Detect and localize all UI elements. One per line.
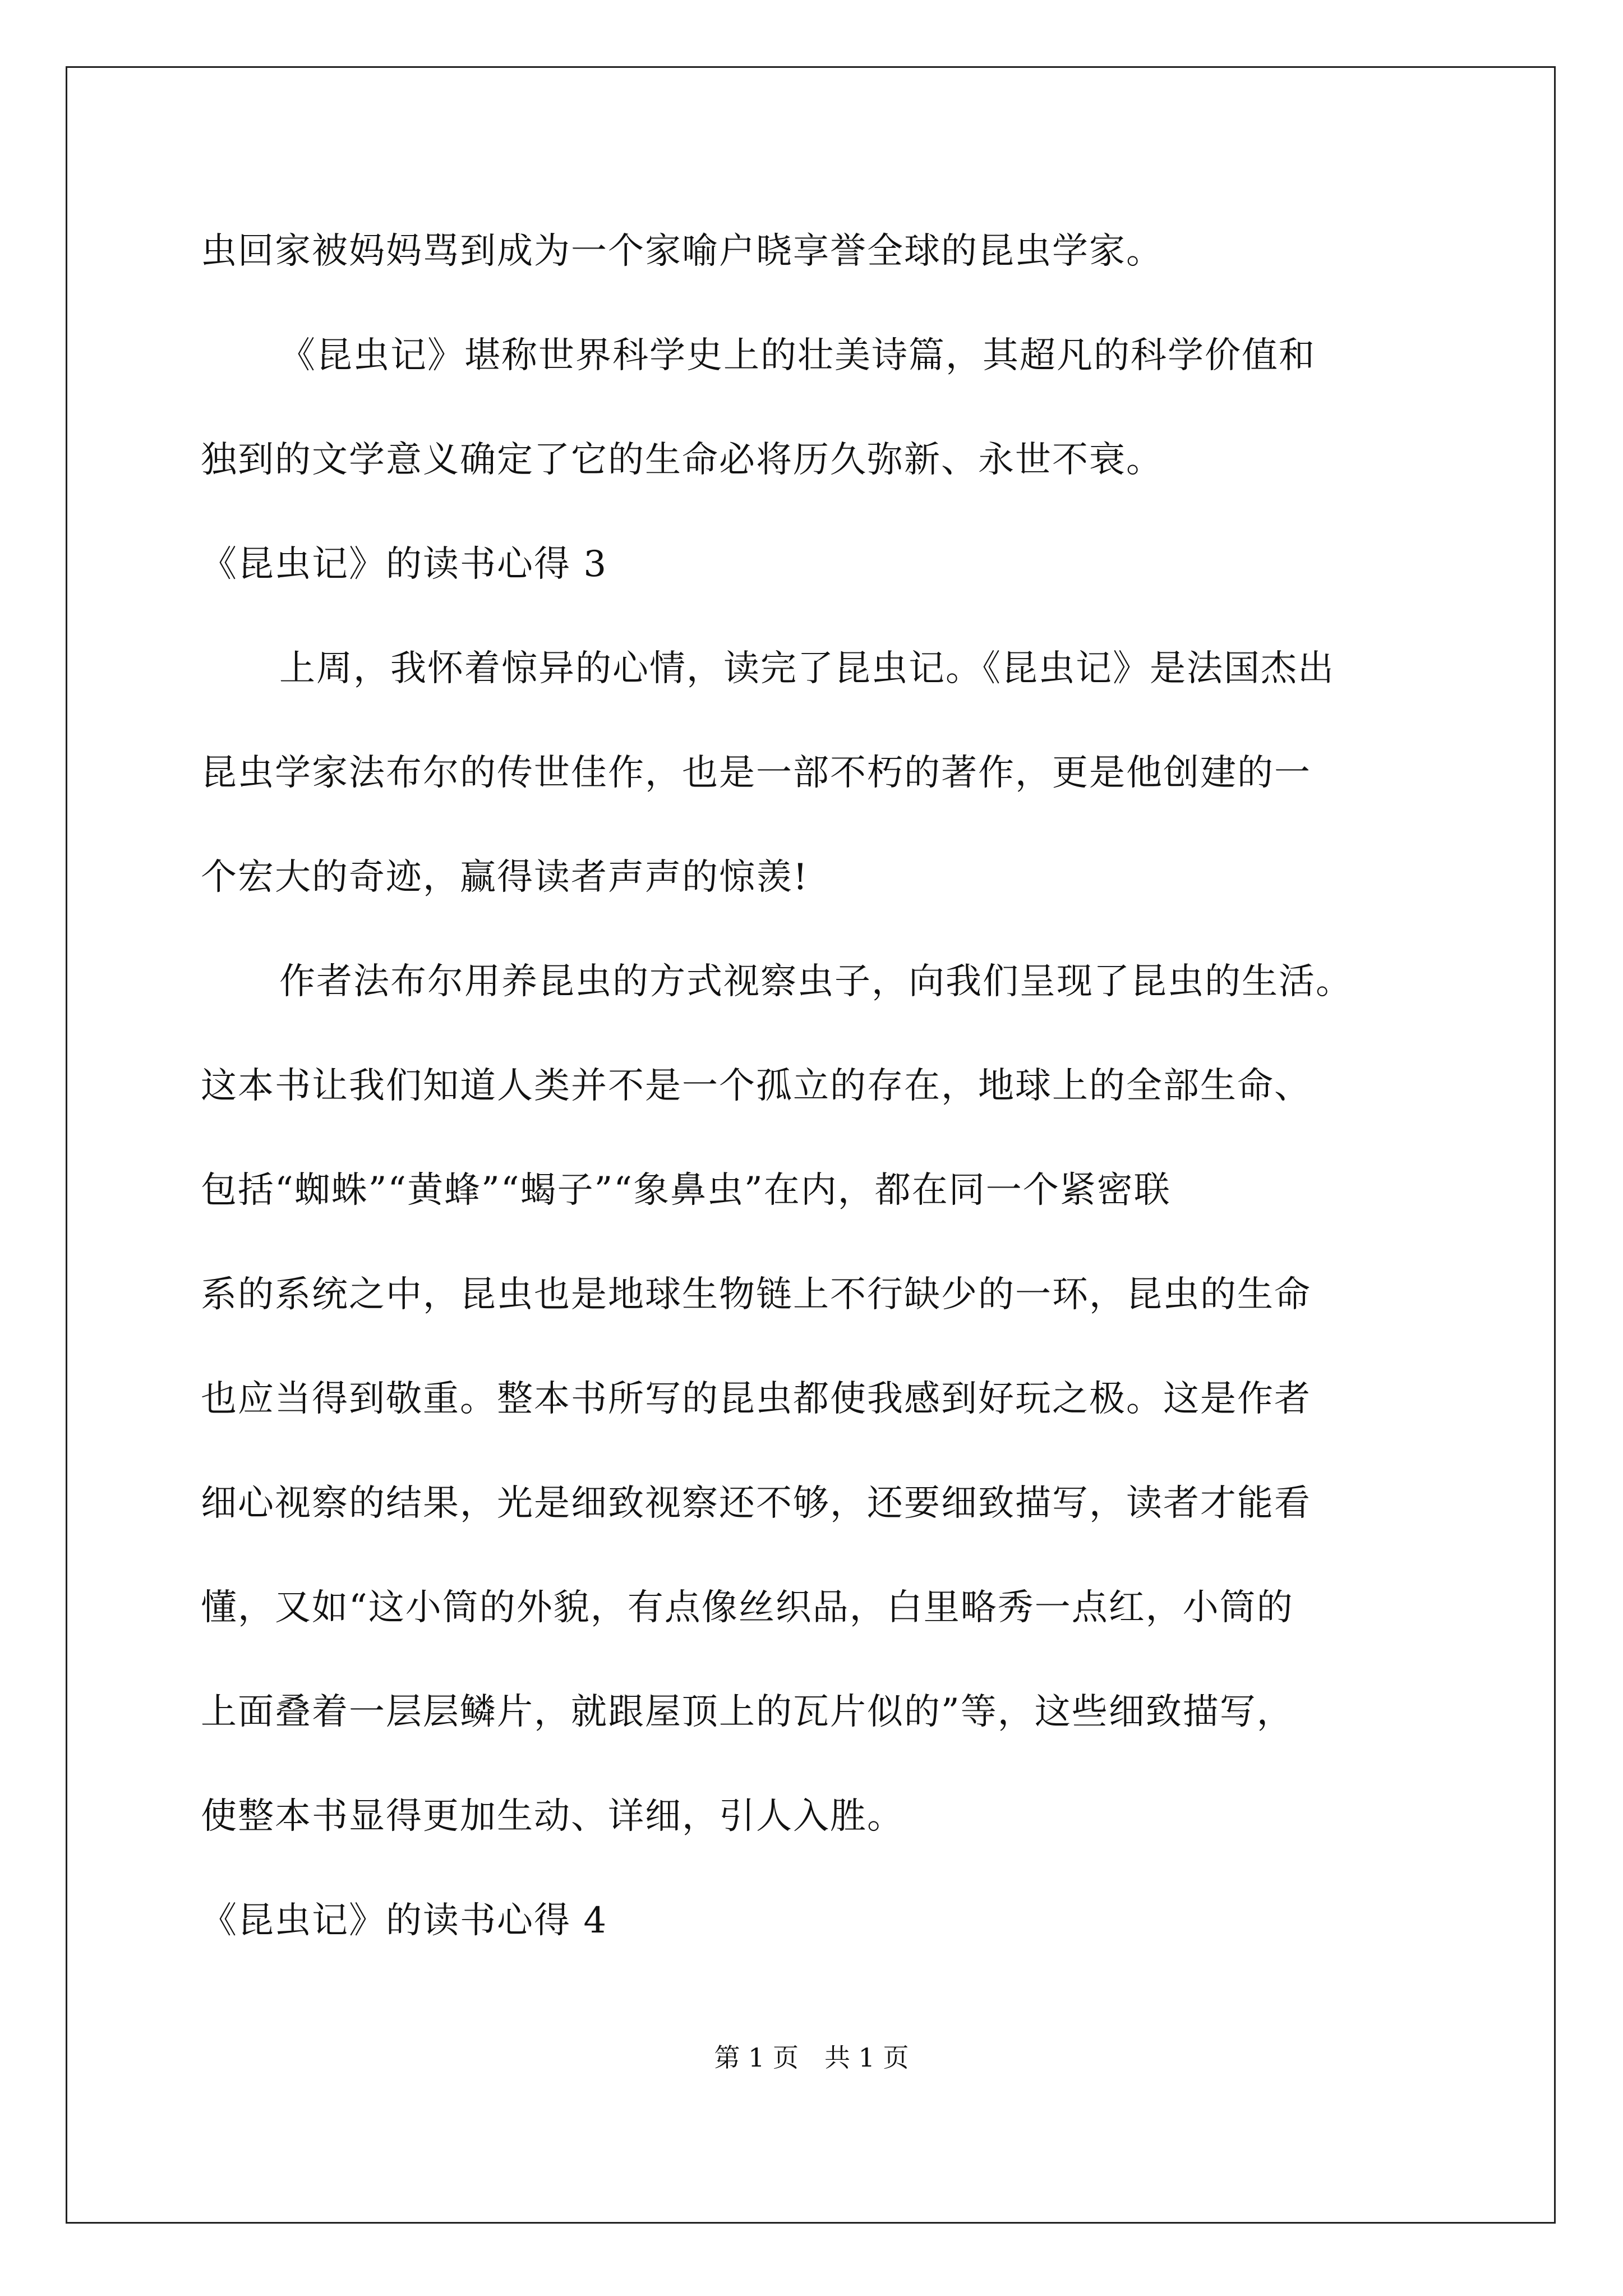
text-line-10: 包括“蜘蛛”“黄蜂”“蝎子”“象鼻虫”在内，都在同一个紧密联 <box>201 1170 1171 1211</box>
text-line-12: 也应当得到敬重。整本书所写的昆虫都使我感到好玩之极。这是作者 <box>201 1378 1311 1420</box>
text-line-15: 上面叠着一层层鳞片，就跟屋顶上的瓦片似的”等，这些细致描写， <box>201 1691 1294 1733</box>
page-number-footer: 第 1 页 共 1 页 <box>714 2042 909 2073</box>
section-heading-3: 《昆虫记》的读书心得 3 <box>201 544 608 585</box>
text-line-8: 作者法布尔用养昆虫的方式视察虫子，向我们呈现了昆虫的生活。 <box>279 961 1353 1002</box>
text-line-16: 使整本书显得更加生动、详细，引人入胜。 <box>201 1796 904 1837</box>
text-line-6: 昆虫学家法布尔的传世佳作，也是一部不朽的著作，更是他创建的一 <box>201 752 1311 794</box>
text-line-5: 上周，我怀着惊异的心情，读完了昆虫记。《昆虫记》是法国杰出 <box>279 648 1335 689</box>
text-line-3: 独到的文学意义确定了它的生命必将历久弥新、永世不衰。 <box>201 439 1163 481</box>
text-line-1: 虫回家被妈妈骂到成为一个家喻户晓享誉全球的昆虫学家。 <box>201 231 1163 272</box>
text-line-2: 《昆虫记》堪称世界科学史上的壮美诗篇，其超凡的科学价值和 <box>279 335 1316 376</box>
text-line-13: 细心视察的结果，光是细致视察还不够，还要细致描写，读者才能看 <box>201 1483 1311 1524</box>
text-line-11: 系的系统之中，昆虫也是地球生物链上不行缺少的一环，昆虫的生命 <box>201 1274 1311 1315</box>
text-line-7: 个宏大的奇迹，赢得读者声声的惊羡! <box>201 857 809 898</box>
text-line-9: 这本书让我们知道人类并不是一个孤立的存在，地球上的全部生命、 <box>201 1065 1311 1107</box>
text-line-14: 懂，又如“这小筒的外貌，有点像丝织品，白里略秀一点红，小筒的 <box>201 1587 1294 1628</box>
section-heading-4: 《昆虫记》的读书心得 4 <box>201 1900 608 1941</box>
